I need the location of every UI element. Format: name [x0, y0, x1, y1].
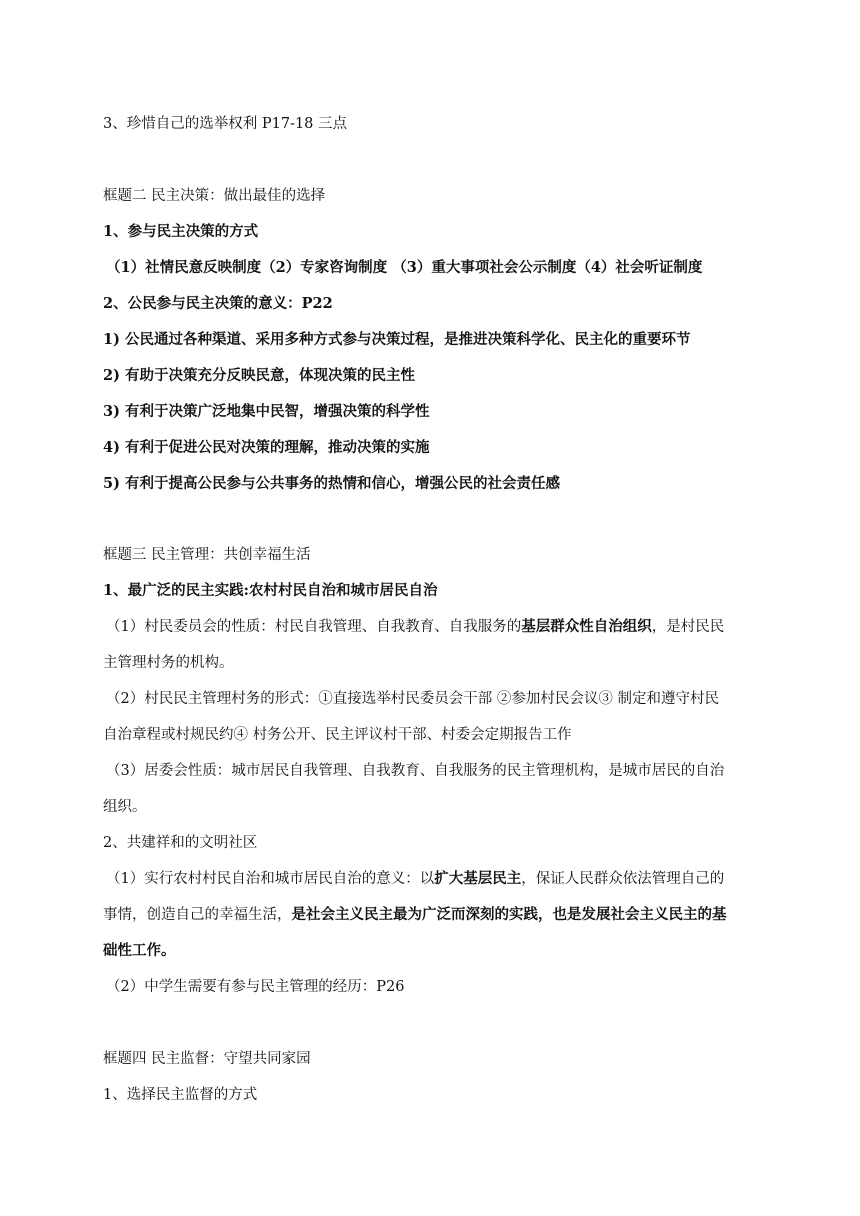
paragraph-students-participation: （2）中学生需要有参与民主管理的经历：P26: [106, 979, 405, 995]
decision-methods-list: （1）社情民意反映制度（2）专家咨询制度 （3）重大事项社会公示制度（4）社会听证制度: [106, 259, 703, 276]
subheading-supervision-methods: 1、选择民主监督的方式: [103, 1087, 258, 1103]
paragraph-village-committee: [106, 618, 766, 636]
paragraph-village-forms-cont: 自治章程或村规民约④ 村务公开、民主评议村干部、村委会定期报告工作: [103, 727, 572, 743]
significance-cont-emphasis: 是社会主义民主最为广泛而深刻的实践，也是发展社会主义民主的基: [291, 906, 727, 923]
significance-point-3: 3) 有利于决策广泛地集中民智，增强决策的科学性: [103, 403, 430, 420]
heading-frame-2: 框题二 民主决策：做出最佳的选择: [103, 188, 326, 204]
village-committee-text: （1）村民委员会的性质：村民自我管理、自我教育、自我服务的: [106, 619, 522, 635]
subheading-decision-significance: 2、公民参与民主决策的意义：P22: [103, 295, 333, 312]
subheading-harmonious-community: 2、共建祥和的文明社区: [103, 835, 258, 851]
village-committee-emphasis: 基层群众性自治组织: [521, 618, 652, 635]
paragraph-self-governance-cont: [103, 906, 763, 924]
significance-point-5: 5) 有利于提高公民参与公共事务的热情和信心，增强公民的社会责任感: [103, 475, 560, 492]
village-committee-text-end: ，是村民民: [651, 619, 725, 635]
significance-point-1: 1) 公民通过各种渠道、采用多种方式参与决策过程，是推进决策科学化、民主化的重要环节: [103, 331, 691, 348]
subheading-broadest-practice: 1、最广泛的民主实践:农村村民自治和城市居民自治: [103, 582, 438, 599]
paragraph-residents-committee: （3）居委会性质：城市居民自我管理、自我教育、自我服务的民主管理机构，是城市居民的自治: [106, 763, 725, 779]
significance-cont-text: 事情，创造自己的幸福生活，: [103, 907, 292, 923]
paragraph-village-committee-cont: 主管理村务的机构。: [103, 655, 234, 671]
significance-text: （1）实行农村村民自治和城市居民自治的意义：以: [106, 871, 435, 887]
paragraph-village-forms: （2）村民民主管理村务的形式：①直接选举村民委员会干部 ②参加村民会议③ 制定和遵守村民: [106, 691, 719, 707]
significance-emphasis: 扩大基层民主: [434, 870, 522, 887]
paragraph-residents-committee-cont: 组织。: [103, 799, 147, 815]
paragraph-self-governance-end: 础性工作。: [103, 942, 176, 959]
subheading-decision-methods: 1、参与民主决策的方式: [103, 223, 259, 240]
significance-text-end: ，保证人民群众依法管理自己的: [521, 871, 725, 887]
significance-point-2: 2) 有助于决策充分反映民意，体现决策的民主性: [103, 367, 415, 384]
heading-frame-4: 框题四 民主监督：守望共同家园: [103, 1051, 311, 1067]
significance-point-4: 4) 有利于促进公民对决策的理解，推动决策的实施: [103, 439, 430, 456]
heading-frame-3: 框题三 民主管理：共创幸福生活: [103, 547, 311, 563]
paragraph-self-governance-significance: [106, 870, 766, 888]
section-line-voting-rights: 3、珍惜自己的选举权利 P17-18 三点: [103, 116, 347, 132]
